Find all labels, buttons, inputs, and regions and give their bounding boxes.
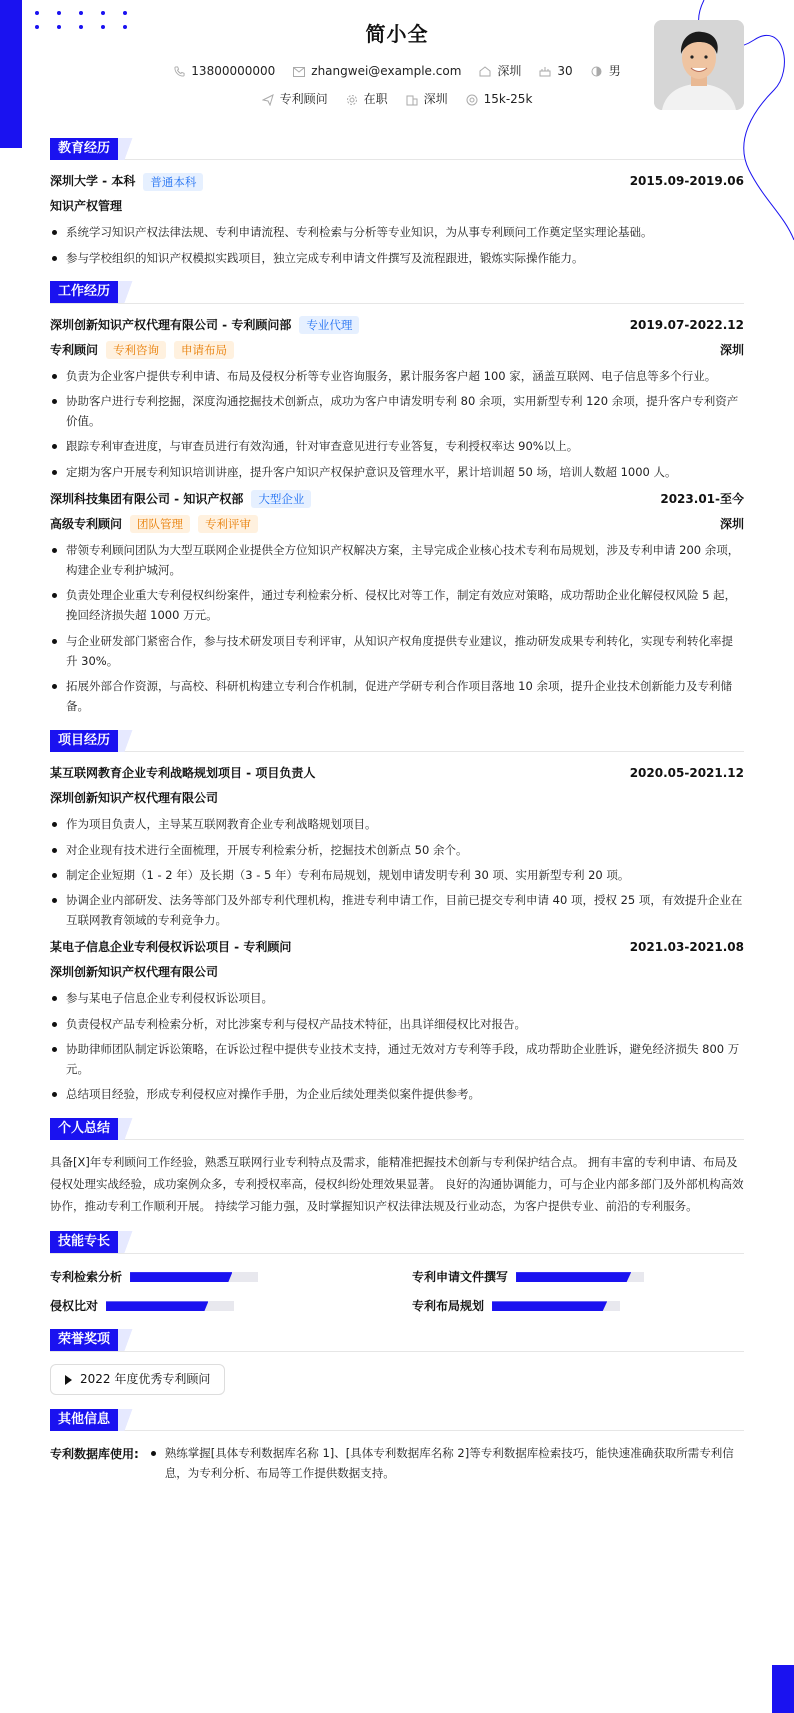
bullet-item: 系统学习知识产权法律法规、专利申请流程、专利检索与分析等专业知识，为从事专利顾问工作奠定坚实理论基础。 <box>50 222 744 242</box>
home-icon <box>479 66 491 78</box>
other-info-row <box>50 1443 744 1488</box>
expected-city-value: 深圳 <box>423 92 448 106</box>
skill-bar-fill <box>516 1272 631 1282</box>
work-date: 2019.07-2022.12 <box>629 317 744 332</box>
role-row <box>50 515 744 534</box>
skills-section <box>50 1232 744 1316</box>
skills-list <box>50 1266 744 1316</box>
skill-bar-fill <box>492 1301 607 1311</box>
bullet-item: 带领专利顾问团队为大型互联网企业提供全方位知识产权解决方案，主导完成企业核心技术专利布局规划，涉及专利申请 200 余项，构建企业专利护城河。 <box>50 540 744 580</box>
bullet-list <box>50 988 744 1104</box>
bullet-item: 制定企业短期（1 - 2 年）及长期（3 - 5 年）专利布局规划，规划申请发明专利 30 项、实用新型专利 20 项。 <box>50 865 744 885</box>
email-item <box>293 62 461 81</box>
age-value: 30 <box>557 64 573 78</box>
project-date: 2021.03-2021.08 <box>629 940 744 954</box>
work-left <box>50 490 311 509</box>
section-title: 荣誉奖项 <box>50 1330 744 1352</box>
status-value: 在职 <box>363 92 388 106</box>
bullet-item: 跟踪专利审查进度，与审查员进行有效沟通，针对审查意见进行专业答复，专利授权率达 90%以上。 <box>50 436 744 456</box>
work-location: 深圳 <box>719 516 744 531</box>
bullet-item: 拓展外部合作资源，与高校、科研机构建立专利合作机制，促进产学研专利合作项目落地 10 余项，提升企业技术创新能力及专利储备。 <box>50 676 744 716</box>
school-name: 深圳大学 - 本科 <box>50 174 136 188</box>
skill-bar <box>492 1301 620 1311</box>
job-title-item <box>262 90 328 109</box>
education-list <box>50 172 744 268</box>
bullet-item: 熟练掌握[具体专利数据库名称 1]、[具体专利数据库名称 2]等专利数据库检索技巧，能快速准确获取所需专利信息，为专利分析、布局等工作提供数据支持。 <box>149 1443 744 1483</box>
role-left <box>50 515 258 534</box>
project-org-row <box>50 963 744 982</box>
bullet-item: 参与学校组织的知识产权模拟实践项目，独立完成专利申请文件撰写及流程跟进，锻炼实际操作能力。 <box>50 248 744 268</box>
role-name: 高级专利顾问 <box>50 516 123 531</box>
skill-name: 侵权比对 <box>50 1298 99 1313</box>
bullet-list <box>149 1443 744 1488</box>
section-title: 个人总结 <box>50 1118 744 1140</box>
work-header-row <box>50 490 744 509</box>
bullet-list <box>50 540 744 716</box>
company-name: 深圳创新知识产权代理有限公司 - 专利顾问部 <box>50 317 292 332</box>
major-name: 知识产权管理 <box>50 199 123 214</box>
status-item <box>346 90 388 109</box>
section-title: 其他信息 <box>50 1409 744 1431</box>
age-item <box>539 62 572 81</box>
project-org: 深圳创新知识产权代理有限公司 <box>50 791 219 806</box>
section-title: 教育经历 <box>50 138 744 160</box>
role-tag: 专利咨询 <box>106 341 166 359</box>
coin-icon <box>466 94 478 106</box>
bullet-item: 对企业现有技术进行全面梳理，开展专利检索分析，挖掘技术创新点 50 余个。 <box>50 840 744 860</box>
work-date: 2023.01-至今 <box>660 491 744 506</box>
award-name: 2022 年度优秀专利顾问 <box>80 1371 211 1386</box>
summary-section <box>50 1118 744 1218</box>
role-tag: 团队管理 <box>130 515 190 533</box>
role-tag: 专利评审 <box>198 515 258 533</box>
awards-list <box>50 1364 744 1395</box>
resume-content <box>50 138 744 1502</box>
role-tag: 申请布局 <box>174 341 234 359</box>
salary-value: 15k-25k <box>483 92 533 106</box>
expected-city-item <box>406 90 448 109</box>
decorative-bar-right <box>772 1665 794 1713</box>
bullet-item: 总结项目经验，形成专利侵权应对操作手册，为企业后续处理类似案件提供参考。 <box>50 1084 744 1104</box>
bullet-item: 负责处理企业重大专利侵权纠纷案件，通过专利检索分析、侵权比对等工作，制定有效应对策略，成功帮助企业化解侵权风险 5 起，挽回经济损失超 1000 万元。 <box>50 585 744 625</box>
work-list <box>50 316 744 716</box>
other-list <box>50 1443 744 1488</box>
skill-bar <box>106 1301 234 1311</box>
building-icon <box>406 94 418 106</box>
phone-value: 13800000000 <box>191 64 276 78</box>
education-section <box>50 138 744 268</box>
skill-name: 专利检索分析 <box>50 1269 123 1284</box>
send-icon <box>262 94 274 106</box>
skill-bar <box>516 1272 644 1282</box>
education-date: 2015.09-2019.06 <box>629 174 744 188</box>
project-list <box>50 764 744 1104</box>
city-item <box>479 62 521 81</box>
project-header-row <box>50 938 744 957</box>
project-title: 某电子信息企业专利侵权诉讼项目 - 专利顾问 <box>50 940 292 954</box>
bullet-item: 与企业研发部门紧密合作，参与技术研发项目专利评审，从知识产权角度提供专业建议，推动研发成果专利转化，实现专利转化率提升 30%。 <box>50 631 744 671</box>
skill-item <box>412 1268 744 1287</box>
section-title: 项目经历 <box>50 730 744 752</box>
skill-bar <box>130 1272 258 1282</box>
bullet-list <box>50 222 744 267</box>
skill-item <box>412 1297 744 1316</box>
bullet-item: 负责为企业客户提供专利申请、布局及侵权分析等专业咨询服务，累计服务客户超 100 家，涵盖互联网、电子信息等多个行业。 <box>50 366 744 386</box>
skill-item <box>50 1297 382 1316</box>
work-section <box>50 282 744 716</box>
bullet-item: 协助客户进行专利挖掘，深度沟通挖掘技术创新点，成功为客户申请发明专利 80 余项，实用新型专利 120 余项，提升客户专利资产价值。 <box>50 391 744 431</box>
role-left <box>50 341 234 360</box>
award-item[interactable] <box>50 1364 225 1395</box>
major-row <box>50 197 744 216</box>
other-section <box>50 1409 744 1488</box>
gender-icon <box>591 66 603 78</box>
section-title: 工作经历 <box>50 282 744 304</box>
bullet-item: 作为项目负责人，主导某互联网教育企业专利战略规划项目。 <box>50 814 744 834</box>
project-header-row <box>50 764 744 783</box>
work-header-row <box>50 316 744 335</box>
work-location: 深圳 <box>719 342 744 357</box>
city-value: 深圳 <box>497 64 522 78</box>
skill-item <box>50 1268 382 1287</box>
job-title-value: 专利顾问 <box>279 92 328 106</box>
bullet-item: 协助律师团队制定诉讼策略，在诉讼过程中提供专业技术支持，通过无效对方专利等手段，成功帮助企业胜诉，避免经济损失 800 万元。 <box>50 1039 744 1079</box>
awards-section <box>50 1330 744 1395</box>
work-left <box>50 316 359 335</box>
company-name: 深圳科技集团有限公司 - 知识产权部 <box>50 491 244 506</box>
projects-section <box>50 730 744 1104</box>
company-tag: 大型企业 <box>251 490 311 508</box>
role-name: 专利顾问 <box>50 342 99 357</box>
company-tag: 专业代理 <box>299 316 359 334</box>
degree-tag: 普通本科 <box>143 173 203 191</box>
cake-icon <box>539 66 551 78</box>
gender-item <box>591 62 621 81</box>
other-info-key: 专利数据库使用: <box>50 1447 139 1462</box>
email-value: zhangwei@example.com <box>311 64 462 78</box>
resume-header <box>0 0 794 130</box>
section-title: 技能专长 <box>50 1232 744 1254</box>
bullet-list <box>50 366 744 482</box>
role-row <box>50 341 744 360</box>
bullet-item: 参与某电子信息企业专利侵权诉讼项目。 <box>50 988 744 1008</box>
skill-name: 专利布局规划 <box>412 1298 485 1313</box>
gender-value: 男 <box>608 64 621 78</box>
play-icon <box>65 1375 72 1385</box>
skill-bar-fill <box>106 1301 208 1311</box>
bullet-item: 定期为客户开展专利知识培训讲座，提升客户知识产权保护意识及管理水平，累计培训超 50 场，培训人数超 1000 人。 <box>50 462 744 482</box>
skill-bar-fill <box>130 1272 232 1282</box>
project-title: 某互联网教育企业专利战略规划项目 - 项目负责人 <box>50 766 316 780</box>
education-header-row <box>50 172 744 191</box>
gear-icon <box>346 94 358 106</box>
project-org: 深圳创新知识产权代理有限公司 <box>50 965 219 980</box>
project-org-row <box>50 789 744 808</box>
bullet-list <box>50 814 744 930</box>
summary-text: 具备[X]年专利顾问工作经验，熟悉互联网行业专利特点及需求，能精准把握技术创新与专利保护结合点。 拥有丰富的专利申请、布局及侵权处理实战经验，成功案例众多，专利授权率高，侵权纠纷处理效果显著。 良好的沟通协调能力，可与企业内部多部门及外部机构高效协作，推动专利工作顺利开展。 持续学习能力强，及时掌握知识产权法律法规及行业动态，为客户提供专业、前沿的专利服务。 <box>50 1155 744 1213</box>
project-date: 2020.05-2021.12 <box>629 766 744 780</box>
phone-icon <box>173 66 185 78</box>
salary-item <box>466 90 533 109</box>
skill-name: 专利申请文件撰写 <box>412 1269 509 1284</box>
education-left <box>50 172 203 191</box>
candidate-name: 简小全 <box>365 22 429 46</box>
phone-item <box>173 62 275 81</box>
mail-icon <box>293 66 305 78</box>
bullet-item: 协调企业内部研发、法务等部门及外部专利代理机构，推进专利申请工作，目前已提交专利申请 40 项，授权 25 项，有效提升企业在互联网教育领域的专利竞争力。 <box>50 890 744 930</box>
avatar <box>654 20 744 110</box>
bullet-item: 负责侵权产品专利检索分析，对比涉案专利与侵权产品技术特征，出具详细侵权比对报告。 <box>50 1014 744 1034</box>
